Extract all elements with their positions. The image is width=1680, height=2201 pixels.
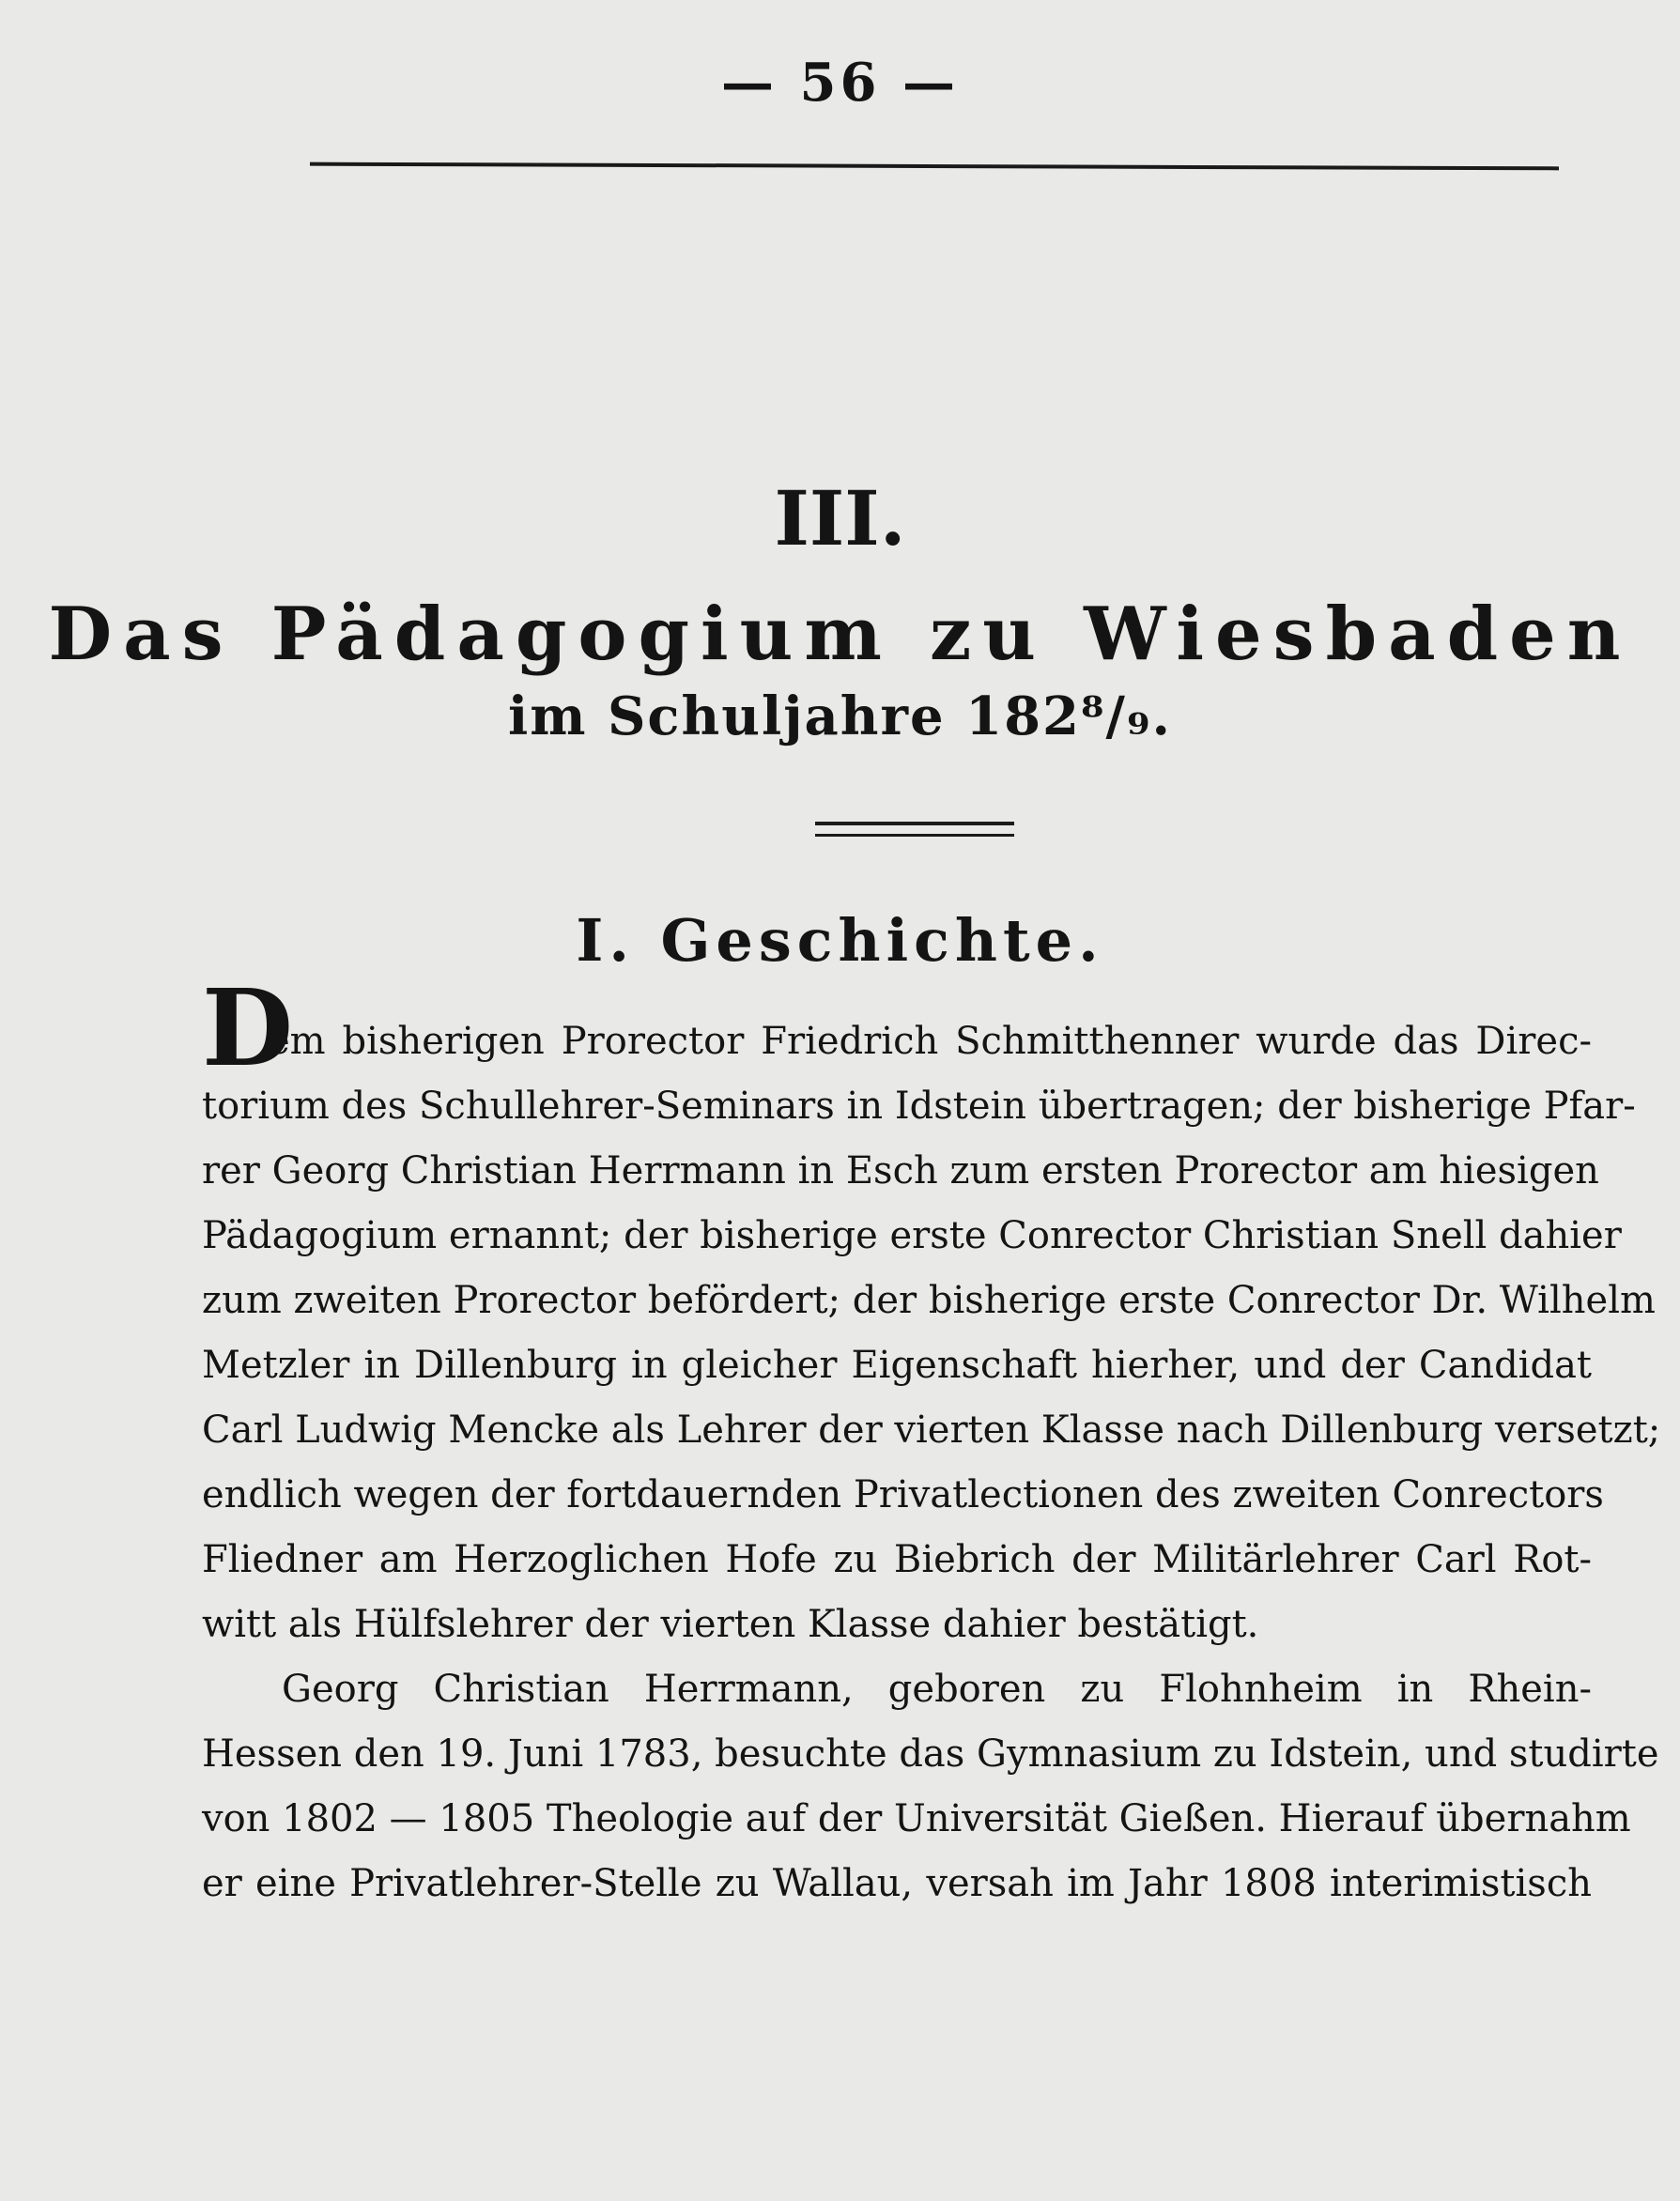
text-line: Carl Ludwig Mencke als Lehrer der vierten Klasse nach Dillenburg versetzt;: [202, 1408, 1661, 1452]
text-line: endlich wegen der fortdauernden Privatlectionen des zweiten Conrectors: [202, 1473, 1604, 1516]
chapter-numeral: III.: [774, 474, 906, 562]
text-line: Georg Christian Herrmann, geboren zu Flohnheim in Rhein-: [282, 1668, 1592, 1711]
text-line: Fliedner am Herzoglichen Hofe zu Biebrich der Militärlehrer Carl Rot-: [202, 1538, 1592, 1581]
section-heading: I. Geschichte.: [576, 906, 1104, 975]
drop-cap: D: [202, 967, 294, 1090]
text-line: Hessen den 19. Juni 1783, besuchte das Gymnasium zu Idstein, und studirte: [202, 1732, 1659, 1776]
header-rule: [310, 162, 1559, 171]
chapter-subtitle: im Schuljahre 182⁸/₉.: [507, 685, 1173, 747]
text-line: zum zweiten Prorector befördert; der bisherige erste Conrector Dr. Wilhelm: [202, 1279, 1656, 1322]
text-line: Metzler in Dillenburg in gleicher Eigenschaft hierher, und der Candidat: [202, 1344, 1592, 1387]
text-line: em bisherigen Prorector Friedrich Schmitthenner wurde das Direc-: [268, 1020, 1592, 1063]
chapter-title: Das Pädagogium zu Wiesbaden: [48, 592, 1632, 677]
text-line: von 1802 — 1805 Theologie auf der Universität Gießen. Hierauf übernahm: [202, 1797, 1631, 1840]
section-divider-top: [815, 822, 1014, 825]
text-line: rer Georg Christian Herrmann in Esch zum ersten Prorector am hiesigen: [202, 1149, 1599, 1193]
section-divider-bottom: [815, 834, 1014, 837]
text-line: torium des Schullehrer-Seminars in Idstein übertragen; der bisherige Pfar-: [202, 1085, 1636, 1128]
text-line: witt als Hülfslehrer der vierten Klasse dahier bestätigt.: [202, 1603, 1259, 1646]
text-line: er eine Privatlehrer-Stelle zu Wallau, versah im Jahr 1808 interimistisch: [202, 1862, 1592, 1905]
text-line: Pädagogium ernannt; der bisherige erste Conrector Christian Snell dahier: [202, 1214, 1622, 1257]
page-number: — 56 —: [721, 52, 959, 114]
body-text: [202, 1009, 1661, 1916]
